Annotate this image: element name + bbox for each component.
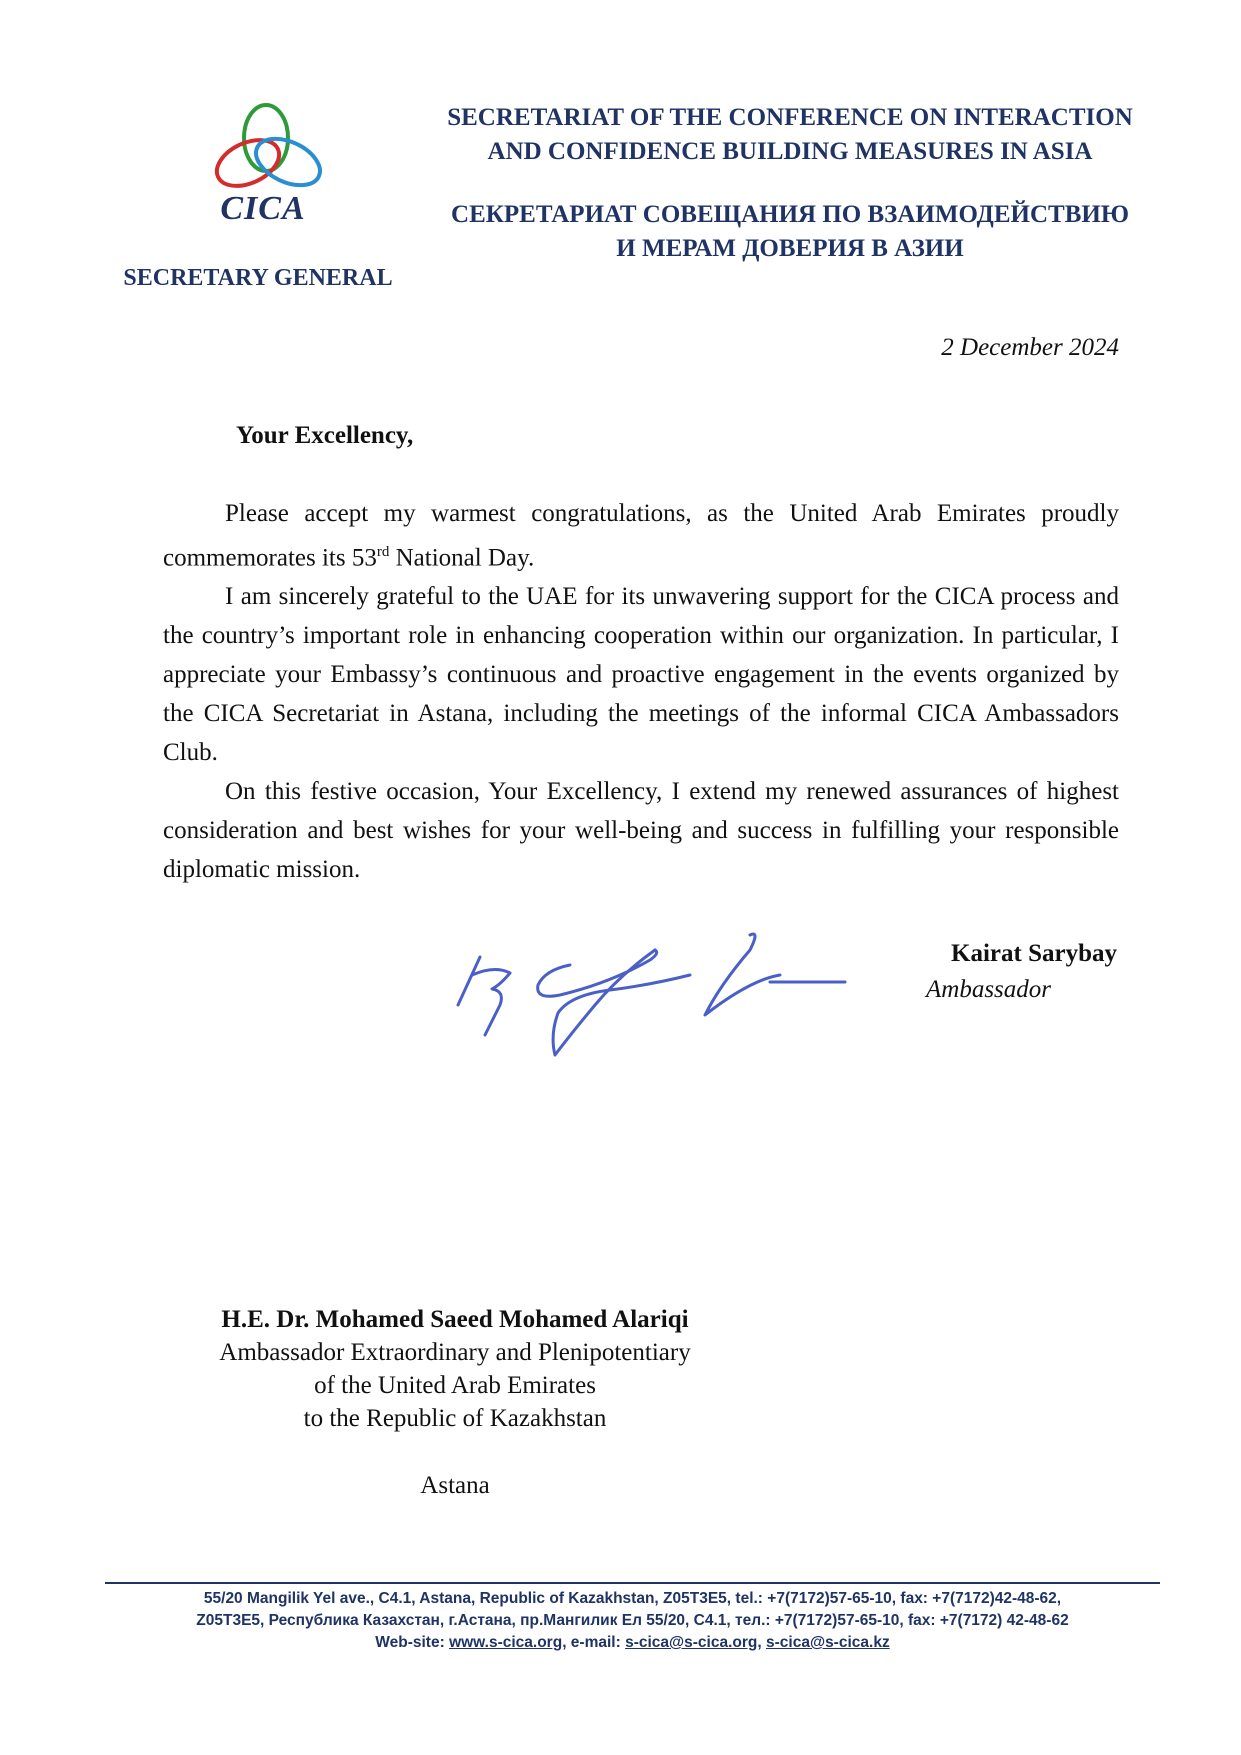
addressee-block [140,1303,770,1435]
signer-title: Ambassador [926,976,1052,1003]
title-en-line1: SECRETARIAT OF THE CONFERENCE ON INTERACTION [447,104,1133,131]
addressee-city: Astana [420,1472,490,1499]
handwritten-signature-icon [450,925,860,1065]
email-link-org[interactable]: s-cica@s-cica.org [625,1634,758,1651]
paragraph-1-end: National Day. [389,544,535,572]
title-ru-line2: И МЕРАМ ДОВЕРИЯ В АЗИИ [616,235,964,262]
addressee-line2: of the United Arab Emirates [314,1372,596,1399]
paragraph-1 [163,494,1119,577]
email-link-kz[interactable]: s-cica@s-cica.kz [766,1634,890,1651]
website-link[interactable]: www.s-cica.org [449,1634,563,1651]
footer-address-en: 55/20 Mangilik Yel ave., C4.1, Astana, Republic of Kazakhstan, Z05T3E5, tel.: +7(7172)57-65-10, fax: +7(7172)42-48-62, [203,1590,1062,1607]
email-separator: , [757,1634,766,1651]
paragraph-3: On this festive occasion, Your Excellency, I extend my renewed assurances of highest consideration and best wishes for your well-being and success in fulfilling your responsible diplomatic mission. [163,778,1119,884]
footer [95,1588,1170,1654]
ordinal-suffix: rd [376,544,390,560]
email-label: , e-mail: [562,1634,626,1651]
addressee-line1: Ambassador Extraordinary and Plenipotentiary [219,1339,691,1366]
addressee-name: H.E. Dr. Mohamed Saeed Mohamed Alariqi [221,1306,689,1333]
salutation: Your Excellency, [236,422,414,449]
website-label: Web-site: [375,1634,450,1651]
footer-address-ru: Z05T3E5, Республика Казахстан, г.Астана, пр.Мангилик Ел 55/20, C4.1, тел.: +7(7172)57-65-10, fax: +7(7172) 42-48-62 [196,1612,1069,1629]
footer-contacts [95,1632,1170,1654]
office-title: SECRETARY GENERAL [123,265,393,291]
title-ru-line1: СЕКРЕТАРИАТ СОВЕЩАНИЯ ПО ВЗАИМОДЕЙСТВИЮ [451,201,1129,228]
letter-date: 2 December 2024 [941,334,1119,361]
paragraph-2: I am sincerely grateful to the UAE for its unwavering support for the CICA process and the country’s important role in enhancing cooperation within our organization. In particular, I appreciate your Embassy’s continuous and proactive engagement in the events organized by the CICA Secretariat in Astana, including the meetings of the informal CICA Ambassadors Club. [163,583,1119,767]
letterhead-title-en [410,101,1170,169]
footer-divider [105,1582,1160,1584]
addressee-line3: to the Republic of Kazakhstan [303,1405,607,1432]
letter-body [163,494,1119,889]
signer-name: Kairat Sarybay [951,940,1117,967]
logo-text: CICA [220,190,306,227]
letterhead-title-ru [410,198,1170,266]
paragraph-1-text: Please accept my warmest congratulations, as the United Arab Emirates proudly commemorates its 53 [163,500,1119,572]
title-en-line2: AND CONFIDENCE BUILDING MEASURES IN ASIA [487,138,1093,165]
